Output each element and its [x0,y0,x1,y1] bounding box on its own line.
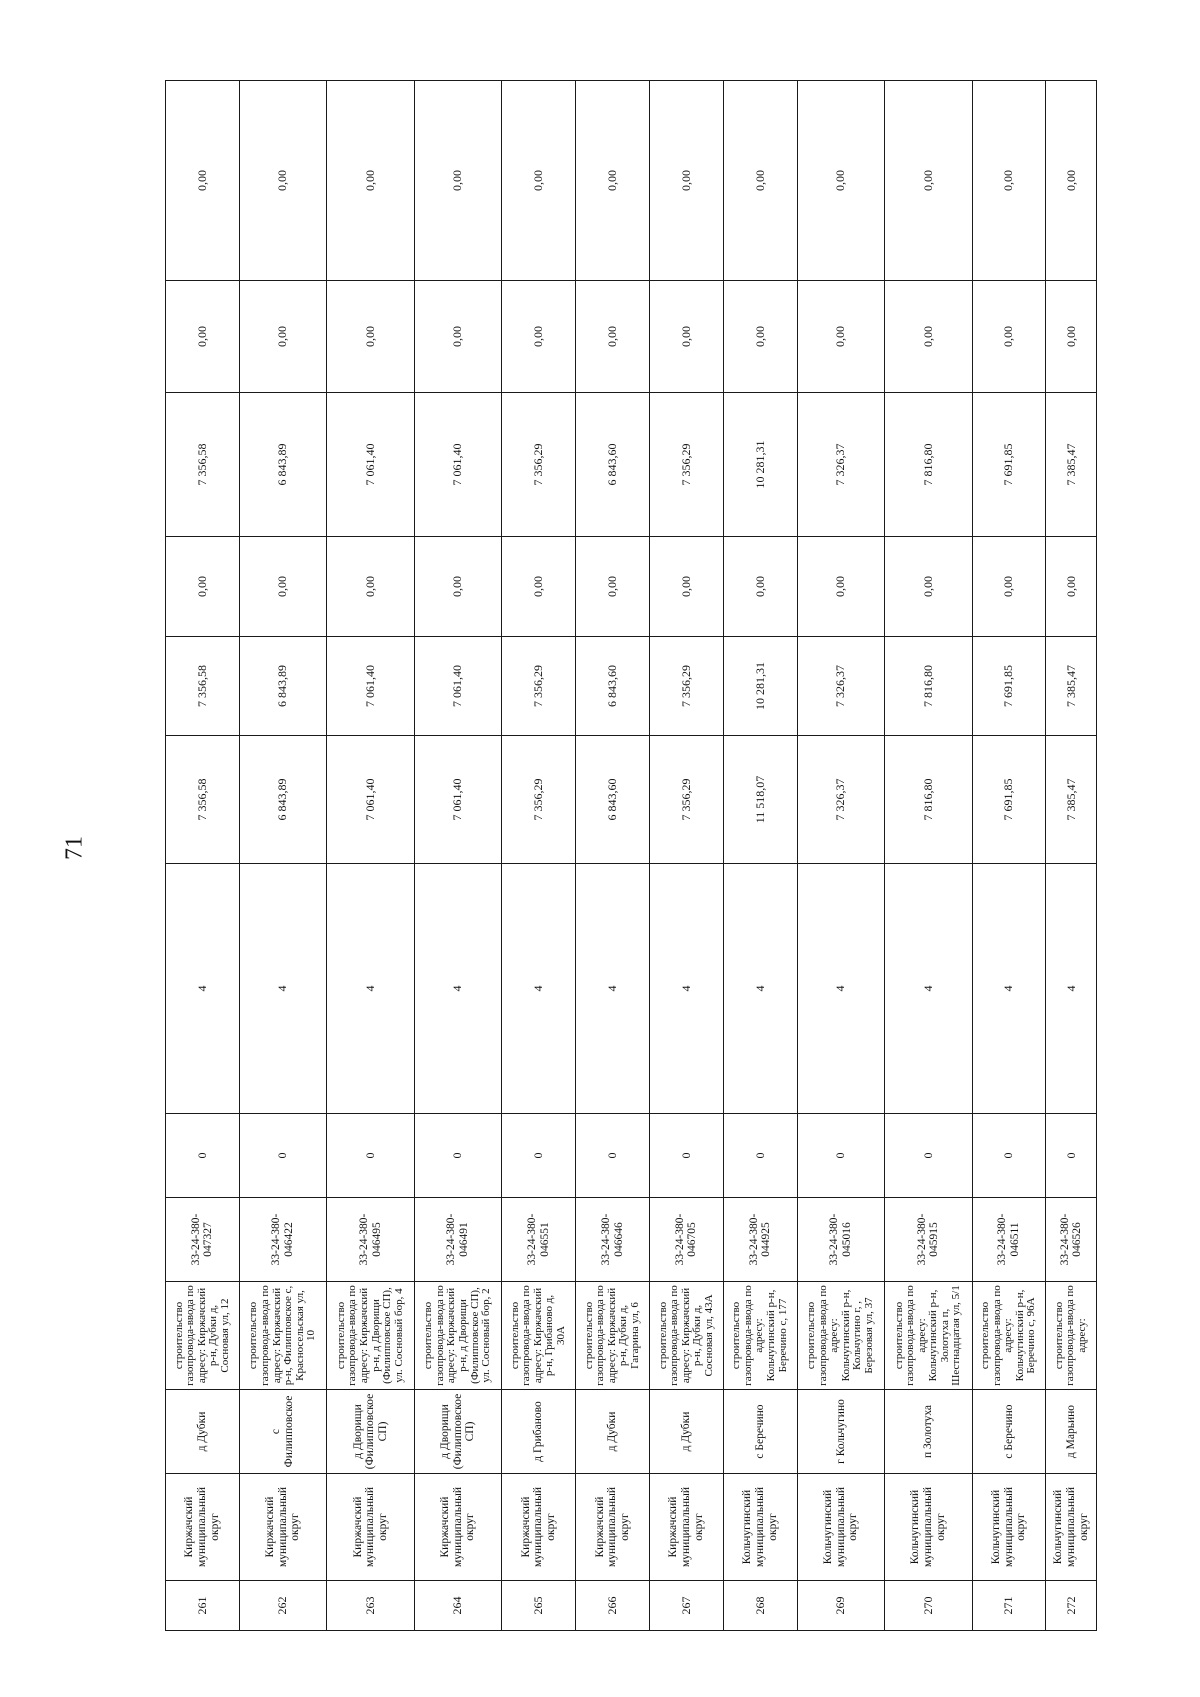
amount-col-4: 0,00 [239,281,326,393]
district-name: Киржачский муниципальный округ [239,1474,326,1581]
amount-col-1: 7 061,40 [414,637,501,736]
amount-col-3: 7 816,80 [885,393,972,537]
count-col-2: 4 [885,864,972,1114]
amount-col-2: 0,00 [1046,537,1097,637]
object-code: 33-24-380-046526 [1046,1198,1097,1282]
count-col-2: 4 [723,864,797,1114]
table-row [502,81,576,1631]
total-cost: 7 356,29 [502,736,576,864]
object-code: 33-24-380-046491 [414,1198,501,1282]
table-row [649,81,723,1631]
count-col-1: 0 [972,1114,1046,1198]
count-col-2: 4 [166,864,240,1114]
amount-col-1: 7 061,40 [327,637,414,736]
count-col-2: 4 [502,864,576,1114]
district-name: Кольчугинский муниципальный округ [797,1474,884,1581]
amount-col-5: 0,00 [885,81,972,281]
table-row [239,81,326,1631]
work-description: строительство газопровода-ввода по адресу: Киржачский р-н, Дубки д, Сосновая ул, 12 [166,1282,240,1390]
table-row [972,81,1046,1631]
table-row [723,81,797,1631]
amount-col-2: 0,00 [649,537,723,637]
total-cost: 11 518,07 [723,736,797,864]
table-container [165,81,1097,1631]
amount-col-1: 7 691,85 [972,637,1046,736]
work-description: строительство газопровода-ввода по адресу: Киржачский р-н, д Дворищи (Филипповское СП), ул. Сосновый бор, 2 [414,1282,501,1390]
locality-name: с Беречино [723,1390,797,1474]
row-number: 272 [1046,1581,1097,1631]
amount-col-2: 0,00 [723,537,797,637]
amount-col-2: 0,00 [797,537,884,637]
count-col-1: 0 [797,1114,884,1198]
amount-col-1: 7 356,29 [502,637,576,736]
count-col-2: 4 [327,864,414,1114]
work-description: строительство газопровода-ввода по адресу: Киржачский р-н, Грибаново д, 30А [502,1282,576,1390]
row-number: 271 [972,1581,1046,1631]
amount-col-3: 7 061,40 [414,393,501,537]
amount-col-2: 0,00 [502,537,576,637]
amount-col-3: 7 356,58 [166,393,240,537]
amount-col-4: 0,00 [166,281,240,393]
locality-name: д Дубки [576,1390,650,1474]
object-code: 33-24-380-046551 [502,1198,576,1282]
amount-col-4: 0,00 [502,281,576,393]
total-cost: 7 356,58 [166,736,240,864]
amount-col-2: 0,00 [885,537,972,637]
amount-col-1: 7 356,29 [649,637,723,736]
table-row [576,81,650,1631]
district-name: Киржачский муниципальный округ [576,1474,650,1581]
object-code: 33-24-380-045016 [797,1198,884,1282]
count-col-1: 0 [576,1114,650,1198]
amount-col-5: 0,00 [502,81,576,281]
district-name: Кольчугинский муниципальный округ [1046,1474,1097,1581]
object-code: 33-24-380-046705 [649,1198,723,1282]
amount-col-4: 0,00 [1046,281,1097,393]
amount-col-3: 7 385,47 [1046,393,1097,537]
work-description: строительство газопровода-ввода по адресу: Киржачский р-н, Дубки д, Гагарина ул, 6 [576,1282,650,1390]
locality-name: п Золотуха [885,1390,972,1474]
count-col-2: 4 [414,864,501,1114]
amount-col-3: 7 356,29 [649,393,723,537]
amount-col-2: 0,00 [414,537,501,637]
amount-col-5: 0,00 [972,81,1046,281]
amount-col-2: 0,00 [327,537,414,637]
amount-col-3: 10 281,31 [723,393,797,537]
object-code: 33-24-380-046646 [576,1198,650,1282]
row-number: 269 [797,1581,884,1631]
count-col-1: 0 [166,1114,240,1198]
object-code: 33-24-380-047327 [166,1198,240,1282]
amount-col-1: 10 281,31 [723,637,797,736]
amount-col-1: 7 385,47 [1046,637,1097,736]
count-col-2: 4 [972,864,1046,1114]
total-cost: 7 326,37 [797,736,884,864]
amount-col-2: 0,00 [166,537,240,637]
count-col-2: 4 [1046,864,1097,1114]
amount-col-4: 0,00 [327,281,414,393]
district-name: Киржачский муниципальный округ [166,1474,240,1581]
row-number: 270 [885,1581,972,1631]
amount-col-1: 7 326,37 [797,637,884,736]
district-name: Киржачский муниципальный округ [414,1474,501,1581]
count-col-1: 0 [1046,1114,1097,1198]
page-number: 71 [61,836,88,860]
table-row [1046,81,1097,1631]
count-col-2: 4 [576,864,650,1114]
amount-col-5: 0,00 [797,81,884,281]
row-number: 264 [414,1581,501,1631]
table-row [885,81,972,1631]
count-col-1: 0 [414,1114,501,1198]
row-number: 265 [502,1581,576,1631]
work-description: строительство газопровода-ввода по адресу: Киржачский р-н, Дубки д, Сосновая ул, 43А [649,1282,723,1390]
amount-col-1: 7 816,80 [885,637,972,736]
count-col-2: 4 [649,864,723,1114]
amount-col-2: 0,00 [972,537,1046,637]
amount-col-1: 7 356,58 [166,637,240,736]
row-number: 266 [576,1581,650,1631]
amount-col-3: 7 691,85 [972,393,1046,537]
work-description: строительство газопровода-ввода по адресу: Кольчугинский р-н, Золотуха п, Шестнадцатая ул, 5/1 [885,1282,972,1390]
amount-col-3: 7 061,40 [327,393,414,537]
row-number: 262 [239,1581,326,1631]
amount-col-4: 0,00 [797,281,884,393]
locality-name: г Кольчугино [797,1390,884,1474]
amount-col-1: 6 843,60 [576,637,650,736]
count-col-1: 0 [239,1114,326,1198]
row-number: 263 [327,1581,414,1631]
work-description: строительство газопровода-ввода по адресу: Киржачский р-н, Филипповское с, Красносельская ул, 10 [239,1282,326,1390]
count-col-1: 0 [723,1114,797,1198]
work-description: строительство газопровода-ввода по адресу: Кольчугинский р-н, Беречино с, 96А [972,1282,1046,1390]
total-cost: 7 385,47 [1046,736,1097,864]
total-cost: 7 691,85 [972,736,1046,864]
total-cost: 7 061,40 [327,736,414,864]
amount-col-5: 0,00 [239,81,326,281]
table-row [327,81,414,1631]
table-row [797,81,884,1631]
object-code: 33-24-380-046422 [239,1198,326,1282]
table-row [166,81,240,1631]
count-col-1: 0 [502,1114,576,1198]
count-col-1: 0 [649,1114,723,1198]
amount-col-1: 6 843,89 [239,637,326,736]
amount-col-5: 0,00 [166,81,240,281]
amount-col-3: 7 326,37 [797,393,884,537]
locality-name: д Грибаново [502,1390,576,1474]
amount-col-4: 0,00 [576,281,650,393]
object-code: 33-24-380-046511 [972,1198,1046,1282]
count-col-2: 4 [797,864,884,1114]
table-row [414,81,501,1631]
district-name: Кольчугинский муниципальный округ [723,1474,797,1581]
total-cost: 6 843,89 [239,736,326,864]
work-description: строительство газопровода-ввода по адресу: Кольчугинский р-н, Беречино с, 177 [723,1282,797,1390]
amount-col-3: 6 843,60 [576,393,650,537]
amount-col-5: 0,00 [327,81,414,281]
data-table [165,80,1097,1631]
amount-col-4: 0,00 [723,281,797,393]
amount-col-4: 0,00 [972,281,1046,393]
locality-name: д Марьино [1046,1390,1097,1474]
amount-col-4: 0,00 [649,281,723,393]
locality-name: с Беречино [972,1390,1046,1474]
district-name: Кольчугинский муниципальный округ [885,1474,972,1581]
amount-col-5: 0,00 [649,81,723,281]
object-code: 33-24-380-046495 [327,1198,414,1282]
row-number: 268 [723,1581,797,1631]
total-cost: 7 816,80 [885,736,972,864]
amount-col-4: 0,00 [414,281,501,393]
locality-name: д Дворищи (Филипповское СП) [327,1390,414,1474]
district-name: Киржачский муниципальный округ [327,1474,414,1581]
locality-name: д Дубки [166,1390,240,1474]
locality-name: д Дубки [649,1390,723,1474]
object-code: 33-24-380-044925 [723,1198,797,1282]
work-description: строительство газопровода-ввода по адресу: Кольчугинский р-н, Кольчугино г, , Березовая ул, 37 [797,1282,884,1390]
amount-col-2: 0,00 [576,537,650,637]
amount-col-3: 6 843,89 [239,393,326,537]
row-number: 267 [649,1581,723,1631]
amount-col-5: 0,00 [414,81,501,281]
amount-col-2: 0,00 [239,537,326,637]
total-cost: 6 843,60 [576,736,650,864]
amount-col-5: 0,00 [576,81,650,281]
locality-name: с Филипповское [239,1390,326,1474]
amount-col-3: 7 356,29 [502,393,576,537]
district-name: Киржачский муниципальный округ [502,1474,576,1581]
total-cost: 7 356,29 [649,736,723,864]
amount-col-5: 0,00 [723,81,797,281]
object-code: 33-24-380-045915 [885,1198,972,1282]
count-col-1: 0 [327,1114,414,1198]
amount-col-4: 0,00 [885,281,972,393]
row-number: 261 [166,1581,240,1631]
locality-name: д Дворищи (Филипповское СП) [414,1390,501,1474]
district-name: Киржачский муниципальный округ [649,1474,723,1581]
district-name: Кольчугинский муниципальный округ [972,1474,1046,1581]
total-cost: 7 061,40 [414,736,501,864]
count-col-2: 4 [239,864,326,1114]
count-col-1: 0 [885,1114,972,1198]
amount-col-5: 0,00 [1046,81,1097,281]
work-description: строительство газопровода-ввода по адресу: [1046,1282,1097,1390]
work-description: строительство газопровода-ввода по адресу: Киржачский р-н, д Дворищи (Филипповское СП), ул. Сосновый бор, 4 [327,1282,414,1390]
